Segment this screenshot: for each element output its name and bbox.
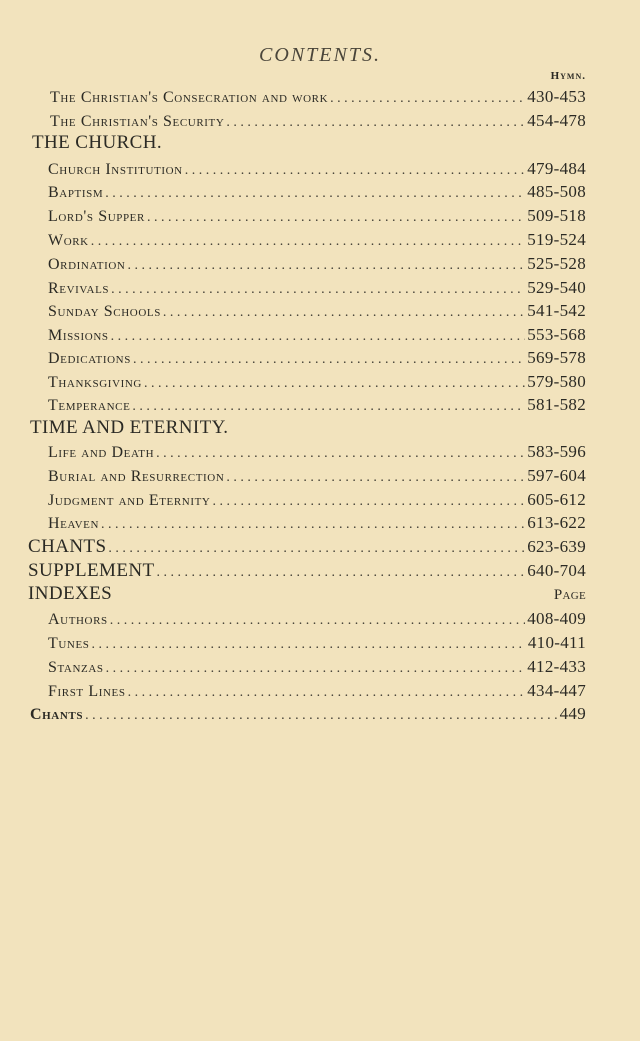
toc-entry: [48, 158, 586, 182]
toc-entry: [48, 229, 586, 253]
toc-entry-range: 430-453: [527, 87, 586, 106]
section-heading-label: TIME AND ETERNITY.: [30, 417, 229, 438]
toc-entry-label: Ordination: [48, 256, 126, 273]
dot-leader: [105, 183, 525, 205]
dot-leader: [226, 467, 525, 489]
section-entry-label: CHANTS: [28, 536, 107, 557]
toc-entry: [48, 347, 586, 371]
toc-entry-range: 454-478: [527, 111, 586, 130]
dot-leader: [91, 231, 526, 253]
dot-leader: [156, 562, 525, 584]
dot-leader: [101, 514, 525, 536]
section-heading-label: INDEXES: [28, 583, 113, 604]
toc-entry-range: 434-447: [527, 681, 586, 700]
dot-leader: [133, 349, 525, 371]
dot-leader: [106, 658, 526, 680]
toc-entry-range: 449: [559, 704, 586, 723]
toc-entry-label: Life and Death: [48, 444, 155, 461]
toc-entry: [30, 703, 586, 727]
dot-leader: [163, 302, 525, 324]
page-column-heading: Page: [553, 587, 586, 603]
toc-entry: [48, 512, 586, 536]
toc-entry: [48, 680, 586, 704]
toc-entry-range: 605-612: [527, 490, 586, 509]
toc-entry-range: 509-518: [527, 206, 586, 225]
dot-leader: [92, 634, 526, 656]
toc-entry-label: Baptism: [48, 184, 104, 201]
toc-entry-label: Judgment and Eternity: [48, 492, 211, 509]
dot-leader: [147, 207, 525, 229]
toc-entry-label: Thanksgiving: [48, 374, 142, 391]
toc-entry-label: Temperance: [48, 397, 131, 414]
toc-entry-range: 410-411: [527, 633, 586, 652]
toc-entry: [48, 608, 586, 632]
toc-section-heading: [30, 417, 586, 441]
toc-entry-label: The Christian's Security: [50, 113, 225, 130]
dot-leader: [144, 373, 525, 395]
dot-leader: [108, 538, 525, 560]
toc-entry-label: Chants: [30, 706, 84, 723]
toc-entry-range: 581-582: [527, 395, 586, 414]
toc-entry-label: Sunday Schools: [48, 303, 161, 320]
dot-leader: [330, 88, 525, 110]
toc-entry-range: 553-568: [527, 325, 586, 344]
toc-entry-range: 541-542: [527, 301, 586, 320]
toc-entry: [48, 394, 586, 418]
toc-entry-label: Tunes: [48, 635, 90, 652]
toc-entry-range: 579-580: [527, 372, 586, 391]
dot-leader: [212, 491, 525, 513]
toc-entry: [48, 632, 586, 656]
section-entry-label: SUPPLEMENT: [28, 560, 155, 581]
toc-entry: [48, 371, 586, 395]
dot-leader: [111, 279, 525, 301]
toc-entry-label: Missions: [48, 327, 109, 344]
toc-entry-range: 640-704: [527, 561, 586, 580]
toc-entry: [48, 465, 586, 489]
toc-entry-label: The Christian's Consecration and work: [50, 89, 329, 106]
toc-entry-range: 597-604: [527, 466, 586, 485]
toc-entry: [48, 324, 586, 348]
toc-entry: [50, 86, 586, 110]
toc-section-heading: [28, 583, 586, 607]
toc-entry: [48, 656, 586, 680]
page-title: CONTENTS.: [259, 44, 381, 66]
dot-leader: [85, 705, 558, 727]
toc-entry-label: Revivals: [48, 280, 110, 297]
toc-entry-range: 485-508: [527, 182, 586, 201]
toc-entry-range: 613-622: [527, 513, 586, 532]
toc-entry-label: Authors: [48, 611, 108, 628]
toc-section-heading: [32, 132, 586, 156]
toc-entry-range: 408-409: [527, 609, 586, 628]
toc-entry-label: Dedications: [48, 350, 131, 367]
toc-entry-label: Lord's Supper: [48, 208, 145, 225]
toc-entry-range: 479-484: [527, 159, 586, 178]
hymn-column-heading: Hymn.: [550, 70, 586, 82]
dot-leader: [156, 443, 525, 465]
toc-entry-label: First Lines: [48, 683, 126, 700]
toc-entry: [48, 441, 586, 465]
section-heading-label: THE CHURCH.: [32, 132, 163, 153]
toc-entry: [48, 253, 586, 277]
toc-entry: [48, 181, 586, 205]
dot-leader: [127, 255, 525, 277]
toc-entry-label: Work: [48, 232, 89, 249]
toc-entry: [50, 110, 586, 134]
dot-leader: [110, 610, 525, 632]
toc-entry: [48, 300, 586, 324]
toc-entry-range: 623-639: [527, 537, 586, 556]
toc-entry-label: Heaven: [48, 515, 100, 532]
dot-leader: [128, 682, 526, 704]
dot-leader: [226, 112, 525, 134]
toc-entry: [48, 205, 586, 229]
toc-entry-range: 519-524: [527, 230, 586, 249]
dot-leader: [111, 326, 526, 348]
dot-leader: [132, 396, 525, 418]
toc-entry-label: Burial and Resurrection: [48, 468, 225, 485]
toc-entry-range: 569-578: [527, 348, 586, 367]
toc-entry-range: 529-540: [527, 278, 586, 297]
toc-entry: [48, 277, 586, 301]
toc-entry-label: Stanzas: [48, 659, 104, 676]
toc-entry-range: 412-433: [527, 657, 586, 676]
toc-entry-label: Church Institution: [48, 161, 183, 178]
toc-entry-range: 525-528: [527, 254, 586, 273]
toc-entry-range: 583-596: [527, 442, 586, 461]
toc-section-entry: [28, 536, 586, 560]
dot-leader: [185, 160, 526, 182]
toc-entry: [48, 489, 586, 513]
toc-section-entry: [28, 560, 586, 584]
